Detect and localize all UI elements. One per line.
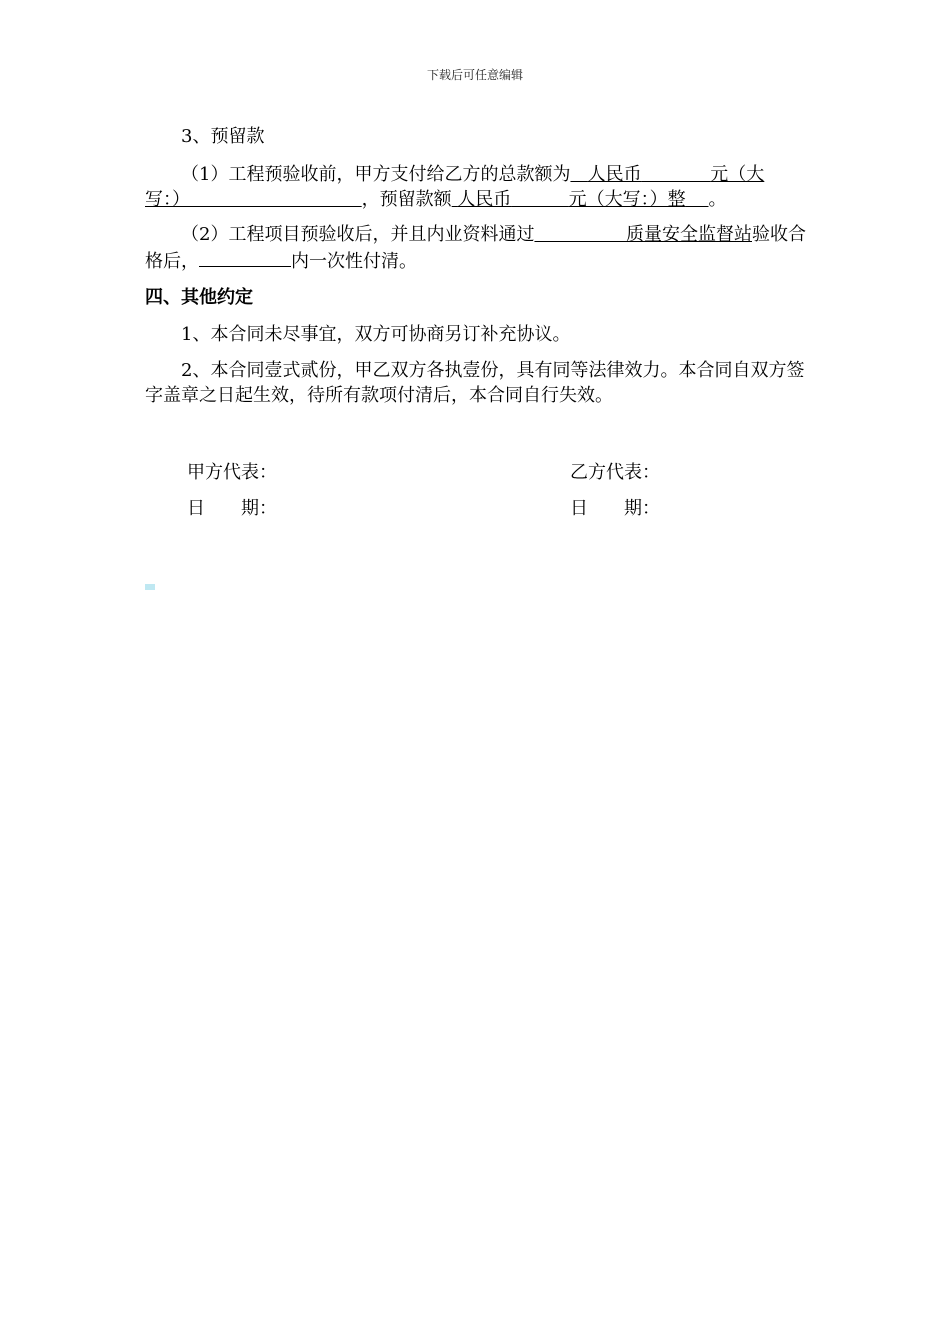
party-b-date-label: 日 期： <box>570 498 660 519</box>
section-title-retention: 3、预留款 <box>181 126 265 147</box>
p2-text-c: 验收合格后， <box>145 224 806 272</box>
signature-row-representative <box>145 458 806 494</box>
party-a-representative-label: 甲方代表： <box>187 462 277 483</box>
p2-deadline-blank <box>199 247 291 267</box>
signature-row-date <box>145 494 806 530</box>
text-cursor-marker <box>145 584 155 590</box>
other-item-2: 2、本合同壹式贰份，甲乙双方各执壹份，具有同等法律效力。本合同自双方签字盖章之日起生效，待所有款项付清后，本合同自行失效。 <box>145 360 805 406</box>
page-header: 下载后可任意编辑 <box>426 68 523 82</box>
p1-amount-total: 人民币 元（大写：） <box>145 164 765 210</box>
section-heading-other: 四、其他约定 <box>145 287 253 308</box>
party-b-representative-label: 乙方代表： <box>570 462 660 483</box>
p2-text-a: （2）工程项目预验收后，并且内业资料通过 <box>181 224 535 245</box>
other-item-1: 1、本合同未尽事宜，双方可协商另订补充协议。 <box>181 324 571 345</box>
p1-text-a: （1）工程预验收前，甲方支付给乙方的总款额为 <box>181 164 571 185</box>
paragraph-retention-1 <box>145 162 806 212</box>
p1-amount-retention: 人民币 元（大写：）整 <box>457 189 686 210</box>
document-body <box>145 124 806 530</box>
paragraph-retention-2 <box>145 222 806 274</box>
p2-station: 质量安全监督站 <box>626 224 752 245</box>
p1-text-d: ，预留款额 <box>361 189 452 210</box>
party-a-date-label: 日 期： <box>187 498 277 519</box>
p1-text-g: 。 <box>708 189 727 210</box>
p2-text-d: 内一次性付清。 <box>291 251 417 272</box>
